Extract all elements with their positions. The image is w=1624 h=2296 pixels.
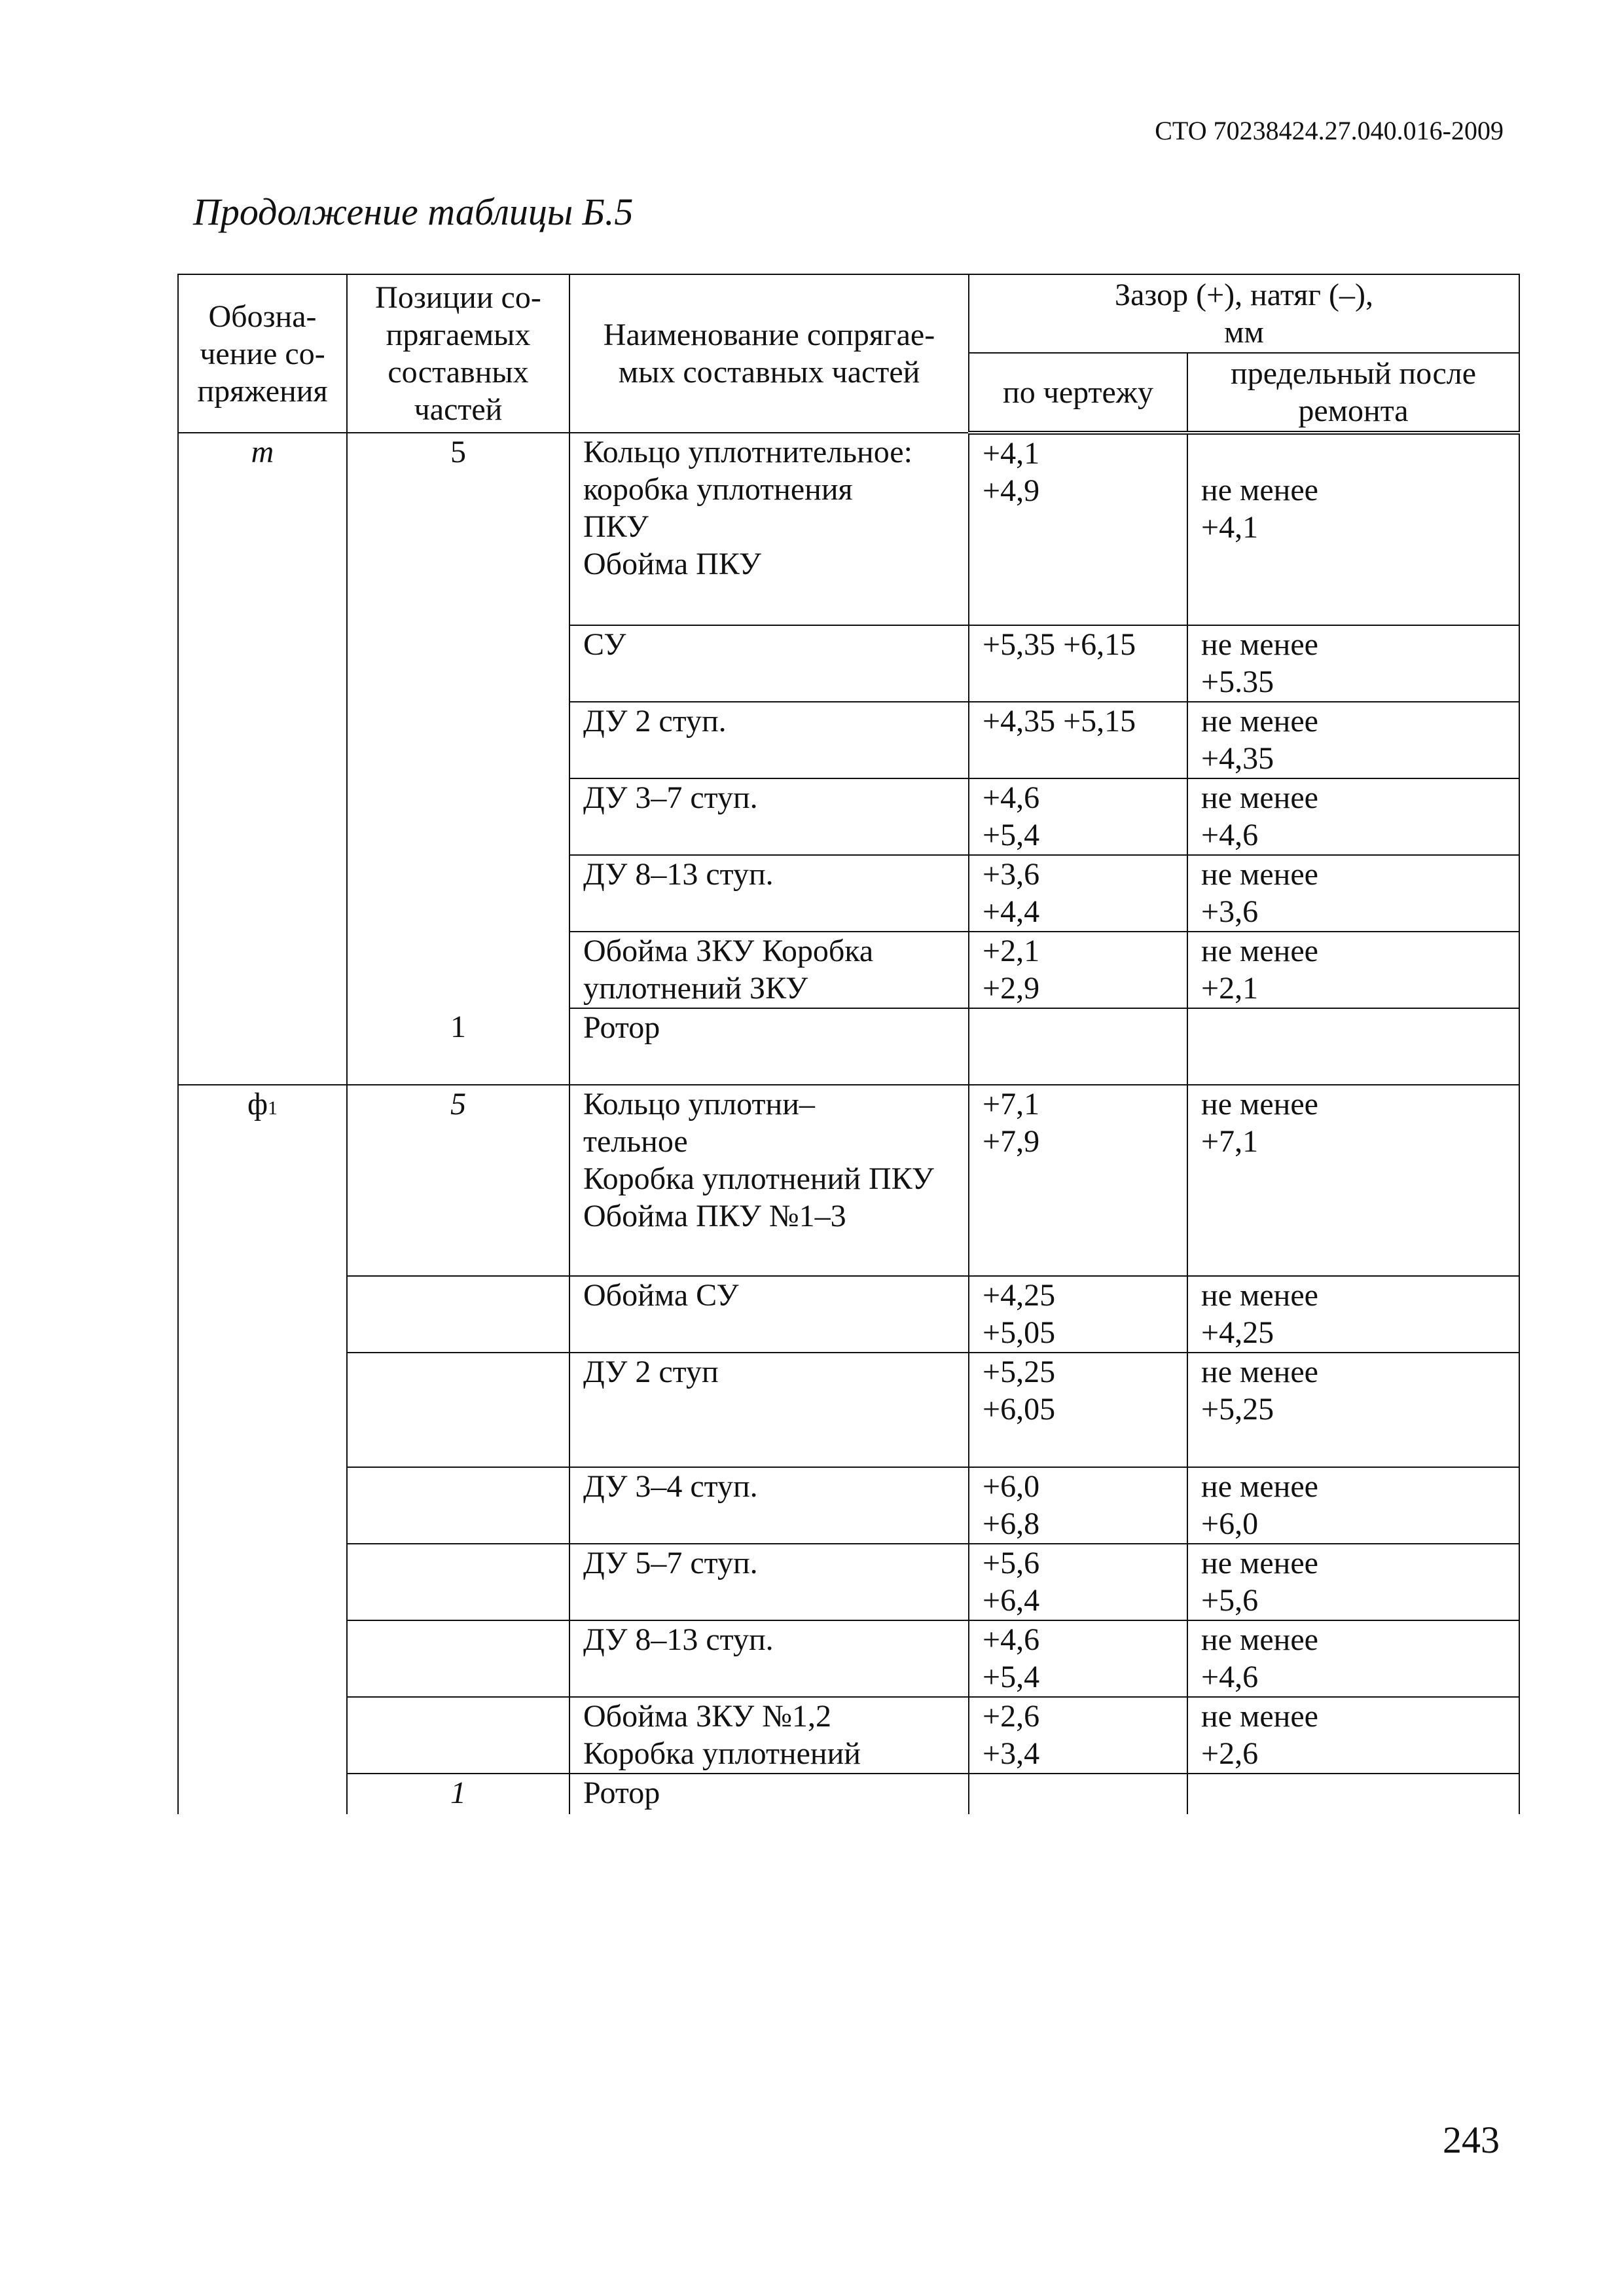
limit-value-cell: не менее +5.35 — [1187, 625, 1519, 702]
designation-cell: m — [178, 433, 347, 1085]
name-cell: Ротор — [569, 1008, 969, 1085]
position-cell — [347, 1697, 569, 1774]
position-cell — [347, 1353, 569, 1467]
table-row — [178, 932, 1519, 1008]
table-row — [178, 1085, 1519, 1276]
position-cell — [347, 855, 569, 932]
table-row — [178, 1774, 1519, 1814]
table-row — [178, 1008, 1519, 1085]
position-cell — [347, 625, 569, 702]
table-row — [178, 433, 1519, 625]
limit-value-cell: не менее +4,6 — [1187, 1620, 1519, 1697]
limit-value-cell: не менее +3,6 — [1187, 855, 1519, 932]
drawing-value-cell — [969, 1774, 1187, 1814]
drawing-value-cell: +2,1 +2,9 — [969, 932, 1187, 1008]
position-cell: 5 — [347, 433, 569, 625]
position-cell — [347, 778, 569, 855]
limit-value-cell: не менее +6,0 — [1187, 1467, 1519, 1544]
drawing-value-cell: +6,0 +6,8 — [969, 1467, 1187, 1544]
designation-subscript: 1 — [268, 1097, 278, 1119]
name-cell: ДУ 5–7 ступ. — [569, 1544, 969, 1620]
name-cell: ДУ 8–13 ступ. — [569, 1620, 969, 1697]
drawing-value-cell: +4,6 +5,4 — [969, 1620, 1187, 1697]
designation-symbol: ф — [247, 1087, 268, 1121]
name-cell: Обойма ЗКУ №1,2 Коробка уплотнений — [569, 1697, 969, 1774]
table-row — [178, 702, 1519, 778]
drawing-value-cell: +4,35 +5,15 — [969, 702, 1187, 778]
page-number: 243 — [1443, 2119, 1500, 2161]
table-row — [178, 1353, 1519, 1467]
table-caption: Продолжение таблицы Б.5 — [193, 191, 634, 233]
table-row — [178, 1620, 1519, 1697]
drawing-value-cell — [969, 1008, 1187, 1085]
name-cell: ДУ 8–13 ступ. — [569, 855, 969, 932]
drawing-value-cell: +4,1 +4,9 — [969, 433, 1187, 625]
name-cell: ДУ 3–4 ступ. — [569, 1467, 969, 1544]
drawing-value-cell: +4,6 +5,4 — [969, 778, 1187, 855]
position-cell — [347, 702, 569, 778]
document-code: СТО 70238424.27.040.016-2009 — [1155, 116, 1504, 145]
limit-value-cell: не менее +5,6 — [1187, 1544, 1519, 1620]
position-cell — [347, 1620, 569, 1697]
drawing-value-cell: +4,25 +5,05 — [969, 1276, 1187, 1353]
limit-value-cell: не менее +4,1 — [1187, 433, 1519, 625]
table-row — [178, 1544, 1519, 1620]
drawing-value-cell: +3,6 +4,4 — [969, 855, 1187, 932]
limit-value-cell: не менее +7,1 — [1187, 1085, 1519, 1276]
position-cell — [347, 932, 569, 1008]
limit-value-cell: не менее +4,6 — [1187, 778, 1519, 855]
position-cell — [347, 1467, 569, 1544]
name-cell: ДУ 3–7 ступ. — [569, 778, 969, 855]
header-limit-after-repair: предельный после ремонта — [1187, 353, 1519, 433]
name-cell: ДУ 2 ступ. — [569, 702, 969, 778]
limit-value-cell: не менее +4,35 — [1187, 702, 1519, 778]
drawing-value-cell: +5,35 +6,15 — [969, 625, 1187, 702]
table-row — [178, 1467, 1519, 1544]
name-cell: Кольцо уплотни– тельное Коробка уплотнений ПКУ Обойма ПКУ №1–3 — [569, 1085, 969, 1276]
table-row — [178, 778, 1519, 855]
header-positions: Позиции со- прягаемых составных частей — [347, 274, 569, 433]
limit-value-cell — [1187, 1774, 1519, 1814]
position-cell — [347, 1276, 569, 1353]
name-cell: Обойма ЗКУ Коробка уплотнений ЗКУ — [569, 932, 969, 1008]
limit-value-cell: не менее +5,25 — [1187, 1353, 1519, 1467]
table-row — [178, 855, 1519, 932]
limit-value-cell: не менее +2,6 — [1187, 1697, 1519, 1774]
position-cell: 5 — [347, 1085, 569, 1276]
table-row — [178, 1276, 1519, 1353]
header-gap-group: Зазор (+), натяг (–), мм — [969, 274, 1519, 353]
position-cell — [347, 1544, 569, 1620]
name-cell: СУ — [569, 625, 969, 702]
drawing-value-cell: +2,6 +3,4 — [969, 1697, 1187, 1774]
name-cell: Кольцо уплотнительное: коробка уплотнения ПКУ Обойма ПКУ — [569, 433, 969, 625]
drawing-value-cell: +5,25 +6,05 — [969, 1353, 1187, 1467]
clearance-table — [177, 274, 1520, 1814]
position-cell: 1 — [347, 1774, 569, 1814]
name-cell: ДУ 2 ступ — [569, 1353, 969, 1467]
designation-cell — [178, 1085, 347, 1814]
limit-value-cell — [1187, 1008, 1519, 1085]
limit-value-cell: не менее +2,1 — [1187, 932, 1519, 1008]
limit-value-cell: не менее +4,25 — [1187, 1276, 1519, 1353]
header-designation: Обозна- чение со- пряжения — [178, 274, 347, 433]
name-cell: Ротор — [569, 1774, 969, 1814]
name-cell: Обойма СУ — [569, 1276, 969, 1353]
table-row — [178, 1697, 1519, 1774]
position-cell: 1 — [347, 1008, 569, 1085]
drawing-value-cell: +7,1 +7,9 — [969, 1085, 1187, 1276]
table-row — [178, 625, 1519, 702]
drawing-value-cell: +5,6 +6,4 — [969, 1544, 1187, 1620]
header-name: Наименование сопрягае- мых составных частей — [569, 274, 969, 433]
header-by-drawing: по чертежу — [969, 353, 1187, 433]
